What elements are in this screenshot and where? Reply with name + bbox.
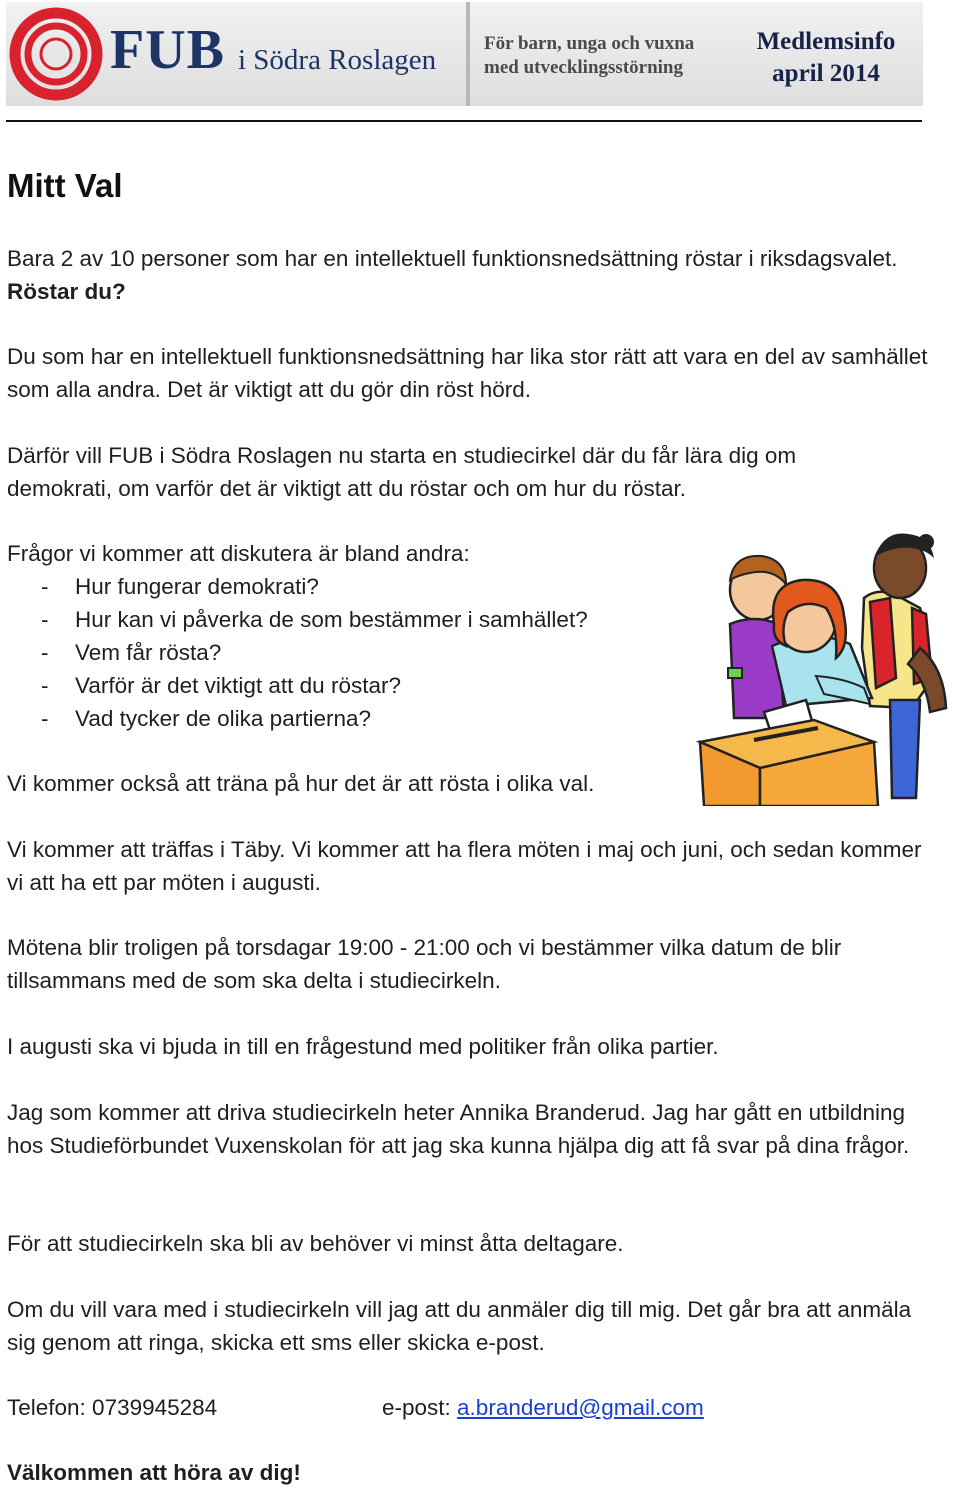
- voting-children-illustration: [694, 528, 952, 806]
- phone-contact: Telefon: 0739945284: [7, 1395, 218, 1420]
- article-title: Mitt Val: [7, 167, 123, 204]
- question-text: Vad tycker de olika partierna?: [75, 706, 371, 731]
- intro-paragraph: [7, 242, 907, 308]
- paragraph-practice: Vi kommer också att träna på hur det är att rösta i olika val.: [7, 771, 595, 796]
- question-text: Hur fungerar demokrati?: [75, 574, 319, 599]
- list-item: [7, 702, 588, 735]
- list-item: [7, 669, 588, 702]
- intro-question: Röstar du?: [7, 279, 126, 304]
- paragraph-schedule: Mötena blir troligen på torsdagar 19:00 - 21:00 och vi bestämmer vilka datum de blir tillsammans med de som ska delta i studiecirkeln.: [7, 935, 842, 993]
- list-dash: -: [41, 706, 49, 731]
- org-name: FUB: [110, 19, 225, 81]
- paragraph-politicians: I augusti ska vi bjuda in till en frågestund med politiker från olika partier.: [7, 1034, 719, 1059]
- issue-date: april 2014: [772, 60, 880, 87]
- paragraph-participants: För att studiecirkeln ska bli av behöver vi minst åtta deltagare.: [7, 1231, 624, 1256]
- question-text: Varför är det viktigt att du röstar?: [75, 673, 401, 698]
- fub-logo-icon: [6, 2, 104, 106]
- question-text: Vem får rösta?: [75, 640, 222, 665]
- intro-text: Bara 2 av 10 personer som har en intellektuell funktionsnedsättning röstar i riksdagsvalet.: [7, 246, 898, 271]
- questions-intro: Frågor vi kommer att diskutera är bland andra:: [7, 541, 470, 566]
- issue-info: [726, 26, 923, 90]
- list-dash: -: [41, 640, 49, 665]
- paragraph-leader: Jag som kommer att driva studiecirkeln heter Annika Branderud. Jag har gått en utbildning hos Studieförbundet Vuxenskolan för att jag ska kunna hjälpa dig att få svar på dina frågor.: [7, 1100, 910, 1158]
- paragraph-rights: Du som har en intellektuell funktionsnedsättning har lika stor rätt att vara en del av samhället som alla andra. Det är viktigt att du gör din röst hörd.: [7, 344, 928, 402]
- tagline-line-1: För barn, unga och vuxna: [484, 33, 695, 54]
- banner-divider: [466, 2, 470, 106]
- closing-line: Välkommen att höra av dig!: [7, 1460, 301, 1485]
- question-text: Hur kan vi påverka de som bestämmer i samhället?: [75, 607, 588, 632]
- email-link[interactable]: a.branderud@gmail.com: [457, 1395, 704, 1420]
- tagline-line-2: med utvecklingsstörning: [484, 57, 683, 78]
- email-label: e-post:: [382, 1395, 458, 1420]
- list-dash: -: [41, 574, 49, 599]
- questions-list: [7, 570, 588, 735]
- email-contact: [382, 1391, 704, 1424]
- list-item: [7, 570, 588, 603]
- issue-title: Medlemsinfo: [756, 28, 896, 55]
- list-dash: -: [41, 673, 49, 698]
- header-banner: [6, 2, 923, 106]
- org-location: i Södra Roslagen: [238, 44, 437, 76]
- paragraph-studycircle: Därför vill FUB i Södra Roslagen nu starta en studiecirkel där du får lära dig om demokrati, om varför det är viktigt att du röstar och om hur du röstar.: [7, 443, 797, 501]
- header-rule: [6, 120, 922, 122]
- tagline: [484, 32, 694, 80]
- paragraph-signup: Om du vill vara med i studiecirkeln vill jag att du anmäler dig till mig. Det går bra att anmäla sig genom att ringa, skicka ett sms eller skicka e-post.: [7, 1297, 912, 1355]
- list-item: [7, 636, 588, 669]
- list-item: [7, 603, 588, 636]
- paragraph-meetings: Vi kommer att träffas i Täby. Vi kommer att ha flera möten i maj och juni, och sedan kommer vi att ha ett par möten i augusti.: [7, 837, 922, 895]
- list-dash: -: [41, 607, 49, 632]
